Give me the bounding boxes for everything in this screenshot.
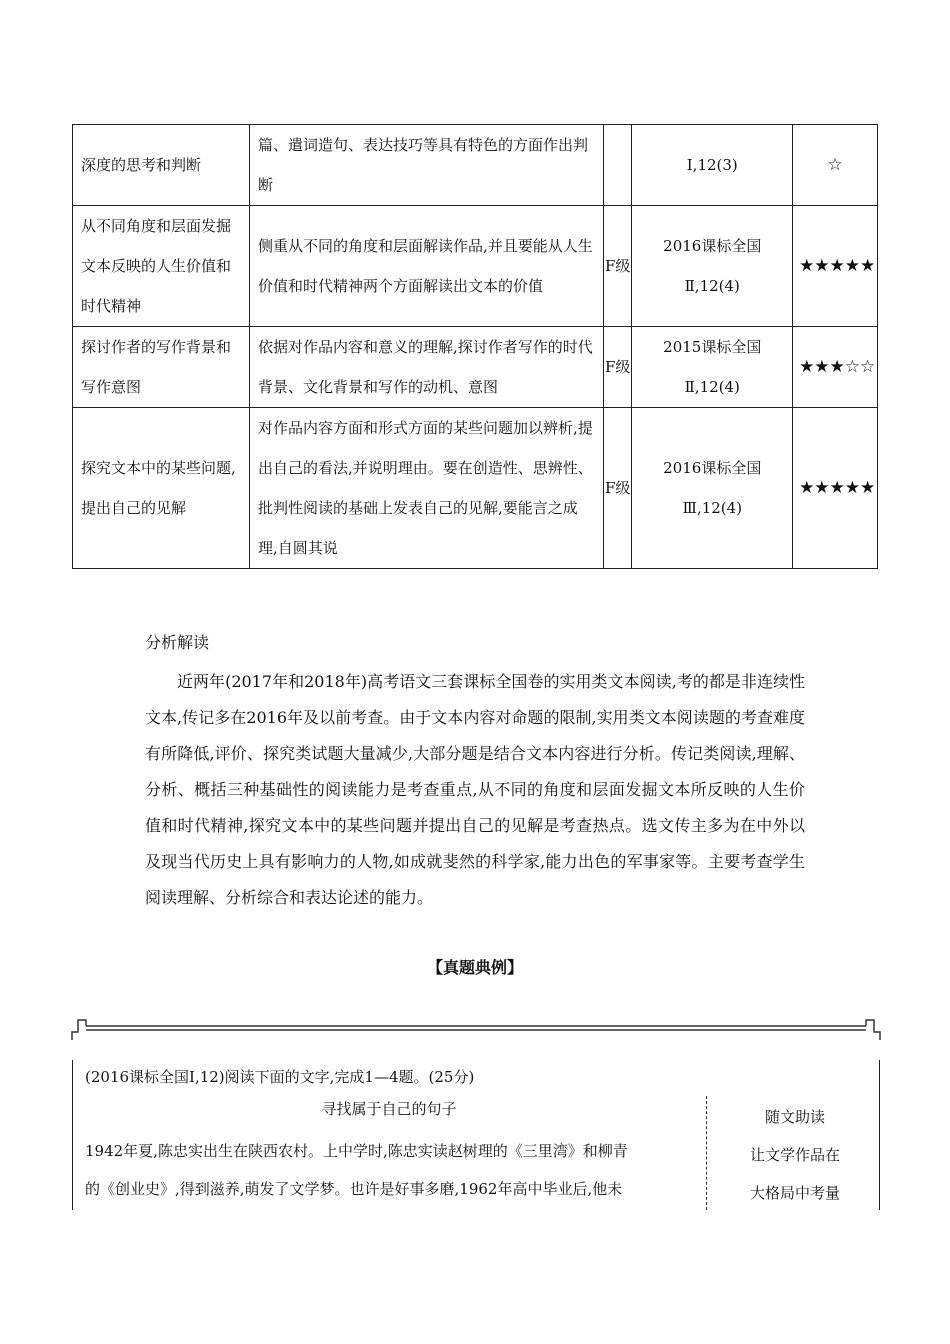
example-passage-box: [72, 1060, 880, 1210]
reading-aid-line: 大格局中考量: [749, 1184, 840, 1202]
source-cell: 2015课标全国Ⅱ,12(4): [632, 327, 793, 408]
description-cell: 篇、遣词造句、表达技巧等具有特色的方面作出判断: [249, 125, 603, 206]
source-cell: 2016课标全国Ⅲ,12(4): [632, 408, 793, 569]
dashed-divider: [706, 1096, 707, 1210]
star-rating-cell: ★★★★★: [793, 408, 878, 569]
passage-body: [85, 1132, 705, 1208]
source-cell: 2016课标全国Ⅱ,12(4): [632, 206, 793, 327]
passage-line: 1942年夏,陈忠实出生在陕西农村。上中学时,陈忠实读赵树理的《三里湾》和柳青: [85, 1142, 628, 1160]
skill-cell: 从不同角度和层面发掘文本反映的人生价值和时代精神: [73, 206, 250, 327]
analysis-title: 分析解读: [145, 633, 210, 652]
star-rating-cell: ★★★★★: [793, 206, 878, 327]
description-cell: 对作品内容方面和形式方面的某些问题加以辨析,提出自己的看法,并说明理由。要在创造性、思辨性、批判性阅读的基础上发表自己的见解,要能言之成理,自圆其说: [249, 408, 603, 569]
reading-aid-line: 让文学作品在: [749, 1146, 840, 1164]
passage-title: 寻找属于自己的句子: [321, 1100, 457, 1118]
passage-line: 的《创业史》,得到滋养,萌发了文学梦。也许是好事多磨,1962年高中毕业后,他未: [85, 1180, 623, 1198]
description-cell: 侧重从不同的角度和层面解读作品,并且要能从人生价值和时代精神两个方面解读出文本的价值: [249, 206, 603, 327]
level-cell: F级: [603, 206, 632, 327]
level-cell: F级: [603, 327, 632, 408]
skill-cell: 深度的思考和判断: [73, 125, 250, 206]
star-rating-cell: ☆: [793, 125, 878, 206]
reading-aid-title: 随文助读: [764, 1108, 825, 1126]
analysis-paragraph: 近两年(2017年和2018年)高考语文三套课标全国卷的实用类文本阅读,考的都是非连续性文本,传记多在2016年及以前考查。由于文本内容对命题的限制,实用类文本阅读题的考查难度有所降低,评价、探究类试题大量减少,大部分题是结合文本内容进行分析。传记类阅读,理解、分析、概括三种基础性的阅读能力是考查重点,从不同的角度和层面发掘文本所反映的人生价值和时代精神,探究文本中的某些问题并提出自己的见解是考查热点。选文传主多为在中外以及现当代历史上具有影响力的人物,如成就斐然的科学家,能力出色的军事家等。主要考查学生阅读理解、分析综合和表达论述的能力。: [145, 672, 805, 907]
level-cell: F级: [603, 408, 632, 569]
source-cell: Ⅰ,12(3): [632, 125, 793, 206]
example-heading: 【真题典例】: [426, 958, 523, 977]
description-cell: 依据对作品内容和意义的理解,探讨作者写作的时代背景、文化背景和写作的动机、意图: [249, 327, 603, 408]
skill-cell: 探究文本中的某些问题,提出自己的见解: [73, 408, 250, 569]
question-instruction: (2016课标全国Ⅰ,12)阅读下面的文字,完成1—4题。(25分): [85, 1068, 475, 1086]
skill-cell: 探讨作者的写作背景和写作意图: [73, 327, 250, 408]
star-rating-cell: ★★★☆☆: [793, 327, 878, 408]
reading-aid-sidebar: [713, 1098, 877, 1212]
